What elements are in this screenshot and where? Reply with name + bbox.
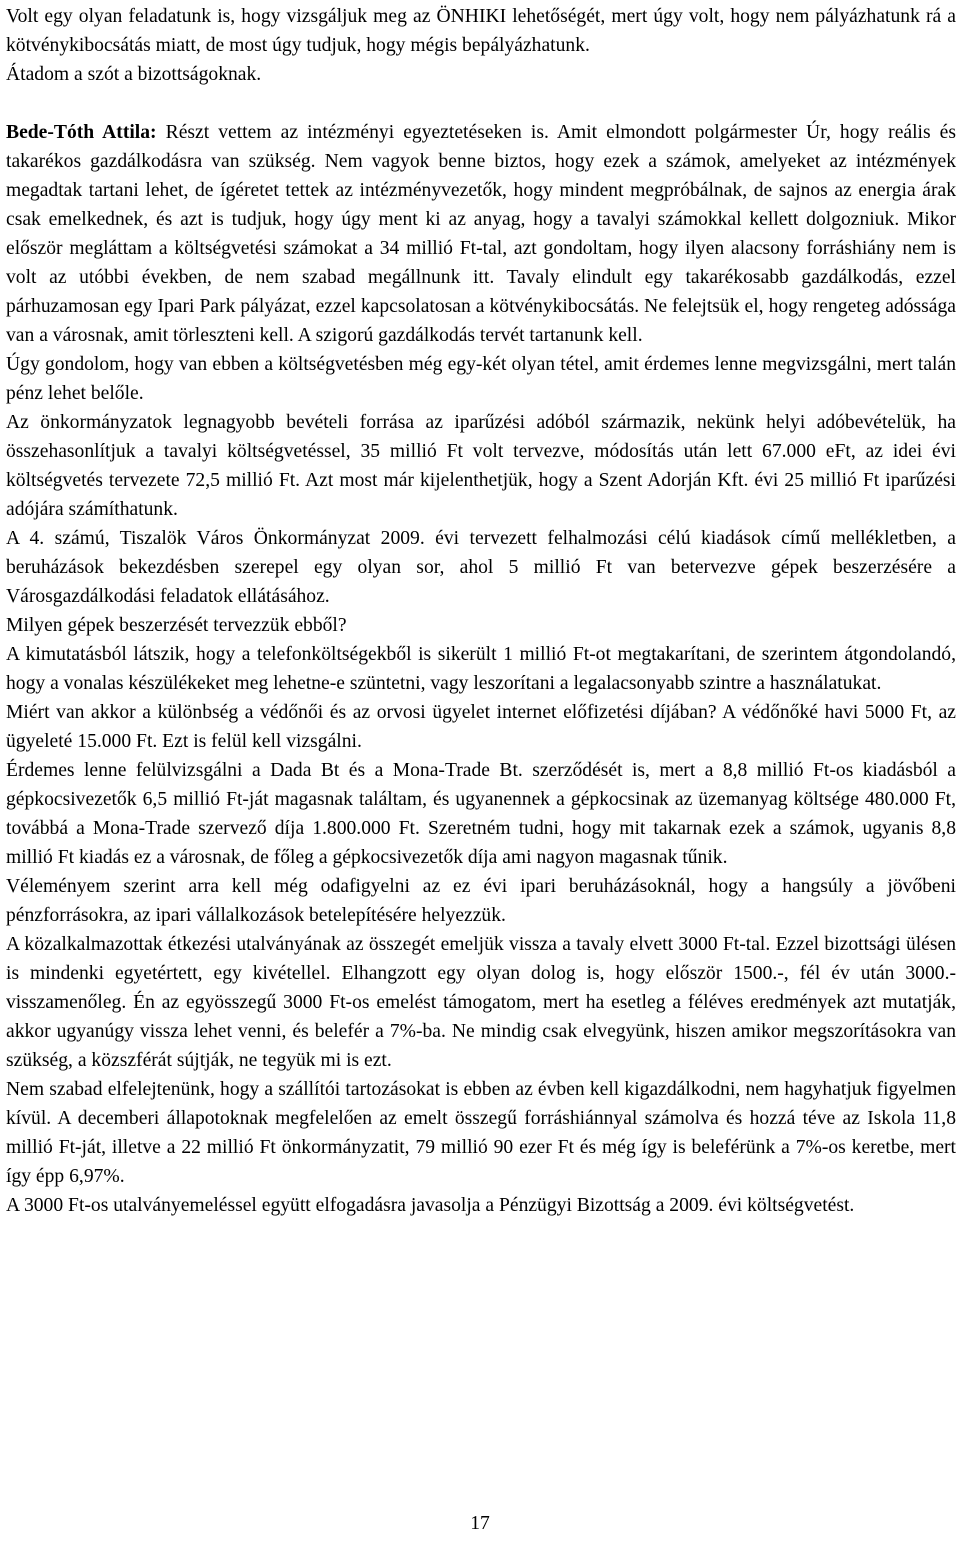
paragraph-1 [6,2,956,60]
speaker-name: Bede-Tóth Attila: [6,122,157,143]
paragraph-spacer [6,89,956,118]
paragraph-9-text: A kimutatásból látszik, hogy a telefonköltségekből is sikerült 1 millió Ft-ot megtakarítani, de szerintem átgondolandó, hogy a vonalas készülékeket meg lehetne-e szüntetni, vagy leszorítani a legalacsonyabb szintre a használatukat. [6,644,956,694]
paragraph-15-text: A 3000 Ft-os utalványemeléssel együtt elfogadásra javasolja a Pénzügyi Bizottság a 2009. évi költségvetést. [6,1195,855,1216]
paragraph-8-text: Milyen gépek beszerzését tervezzük ebből? [6,615,347,636]
paragraph-13-text: A közalkalmazottak étkezési utalványának az összegét emeljük vissza a tavaly elvett 3000 Ft-tal. Ezzel bizottsági ülésen is mindenki egyetértett, egy kivétellel. Elhangzott egy olyan dolog is, hogy először 1500.-, fél év után 3000.- visszamenőleg. Én az egyösszegű 3000 Ft-os emelést támogatom, mert ha esetleg a féléves eredmények azt mutatják, akkor ugyanúgy vissza lehet venni, és belefér a 7%-ba. Ne mindig csak elvegyünk, hiszen amikor megszorításokra van szükség, a közszférát sújtják, ne tegyük mi is ezt. [6,934,956,1071]
paragraph-5-text: Úgy gondolom, hogy van ebben a költségvetésben még egy-két olyan tétel, amit érdemes lenne megvizsgálni, mert talán pénz lehet belőle. [6,354,956,404]
paragraph-13 [6,930,956,1075]
paragraph-7-text: A 4. számú, Tiszalök Város Önkormányzat 2009. évi tervezett felhalmozási célú kiadások című mellékletben, a beruházások bekezdésben szerepel egy olyan sor, ahol 5 millió Ft van betervezve gépek beszerzésére a Városgazdálkodási feladatok ellátásához. [6,528,956,607]
paragraph-10 [6,698,956,756]
paragraph-7 [6,524,956,611]
paragraph-6 [6,408,956,524]
paragraph-12 [6,872,956,930]
paragraph-6-text: Az önkormányzatok legnagyobb bevételi forrása az iparűzési adóból származik, nekünk helyi adóbevételük, ha összehasonlítjuk a tavalyi költségvetéssel, 35 millió Ft volt tervezve, módosítás után lett 67.000 eFt, az idei évi költségvetés tervezete 72,5 millió Ft. Azt most már kijelenthetjük, hogy a Szent Adorján Kft. évi 25 millió Ft iparűzési adójára számíthatunk. [6,412,956,520]
paragraph-2 [6,60,956,89]
paragraph-14 [6,1075,956,1191]
paragraph-2-text: Átadom a szót a bizottságoknak. [6,64,262,85]
paragraph-14-text: Nem szabad elfelejtenünk, hogy a szállítói tartozásokat is ebben az évben kell kigazdálkodni, nem hagyhatjuk figyelmen kívül. A decemberi állapotoknak megfelelően az emelt összegű forráshiánnyal számolva és hozzá téve az Iskola 11,8 millió Ft-ját, illetve a 22 millió Ft önkormányzatit, 79 millió 90 ezer Ft és még így is beleférünk a 7%-os keretbe, mert így épp 6,97%. [6,1079,956,1187]
paragraph-5 [6,350,956,408]
paragraph-1-text: Volt egy olyan feladatunk is, hogy vizsgáljuk meg az ÖNHIKI lehetőségét, mert úgy volt, hogy nem pályázhatunk rá a kötvénykibocsátás miatt, de most úgy tudjuk, hogy mégis bepályázhatunk. [6,6,956,56]
paragraph-speaker-bede-toth [6,118,956,350]
paragraph-15 [6,1191,956,1220]
paragraph-10-text: Miért van akkor a különbség a védőnői és az orvosi ügyelet internet előfizetési díjában? A védőnőké havi 5000 Ft, az ügyeleté 15.000 Ft. Ezt is felül kell vizsgálni. [6,702,956,752]
paragraph-9 [6,640,956,698]
paragraph-11 [6,756,956,872]
paragraph-8 [6,611,956,640]
document-body [6,2,956,1220]
page-number: 17 [470,1513,490,1534]
paragraph-11-text: Érdemes lenne felülvizsgálni a Dada Bt és a Mona-Trade Bt. szerződését is, mert a 8,8 millió Ft-os kiadásból a gépkocsivezetők 6,5 millió Ft-ját magasnak találtam, és ugyanennek a gépkocsinak az üzemanyag költsége 480.000 Ft, továbbá a Mona-Trade szervező díja 1.800.000 Ft. Szeretném tudni, hogy mit takarnak ezek a számok, ugyanis 8,8 millió Ft kiadás ez a városnak, de főleg a gépkocsivezetők díja ami nagyon magasnak tűnik. [6,760,956,868]
paragraph-4-text: Részt vettem az intézményi egyeztetéseken is. Amit elmondott polgármester Úr, hogy reális és takarékos gazdálkodásra van szükség. Nem vagyok benne biztos, hogy ezek a számok, amelyeket az intézmények megadtak tartani lehet, de ígéretet tettek az intézményvezetők, hogy mindent megpróbálnak, de sajnos az energia árak csak emelkednek, és azt is tudjuk, hogy úgy ment ki az anyag, hogy a tavalyi számokkal kellett dolgozniuk. Mikor először megláttam a költségvetési számokat a 34 millió Ft-tal, azt gondoltam, hogy ilyen alacsony forráshiány nem is volt az utóbbi években, de nem szabad megállnunk itt. Tavaly elindult egy takarékosabb gazdálkodás, ezzel párhuzamosan egy Ipari Park pályázat, ezzel kapcsolatosan a kötvénykibocsátás. Ne felejtsük el, hogy rengeteg adóssága van a városnak, amit törleszteni kell. A szigorú gazdálkodás tervét tartanunk kell. [6,122,956,346]
paragraph-12-text: Véleményem szerint arra kell még odafigyelni az ez évi ipari beruházásoknál, hogy a hangsúly a jövőbeni pénzforrásokra, az ipari vállalkozások betelepítésére helyezzük. [6,876,956,926]
